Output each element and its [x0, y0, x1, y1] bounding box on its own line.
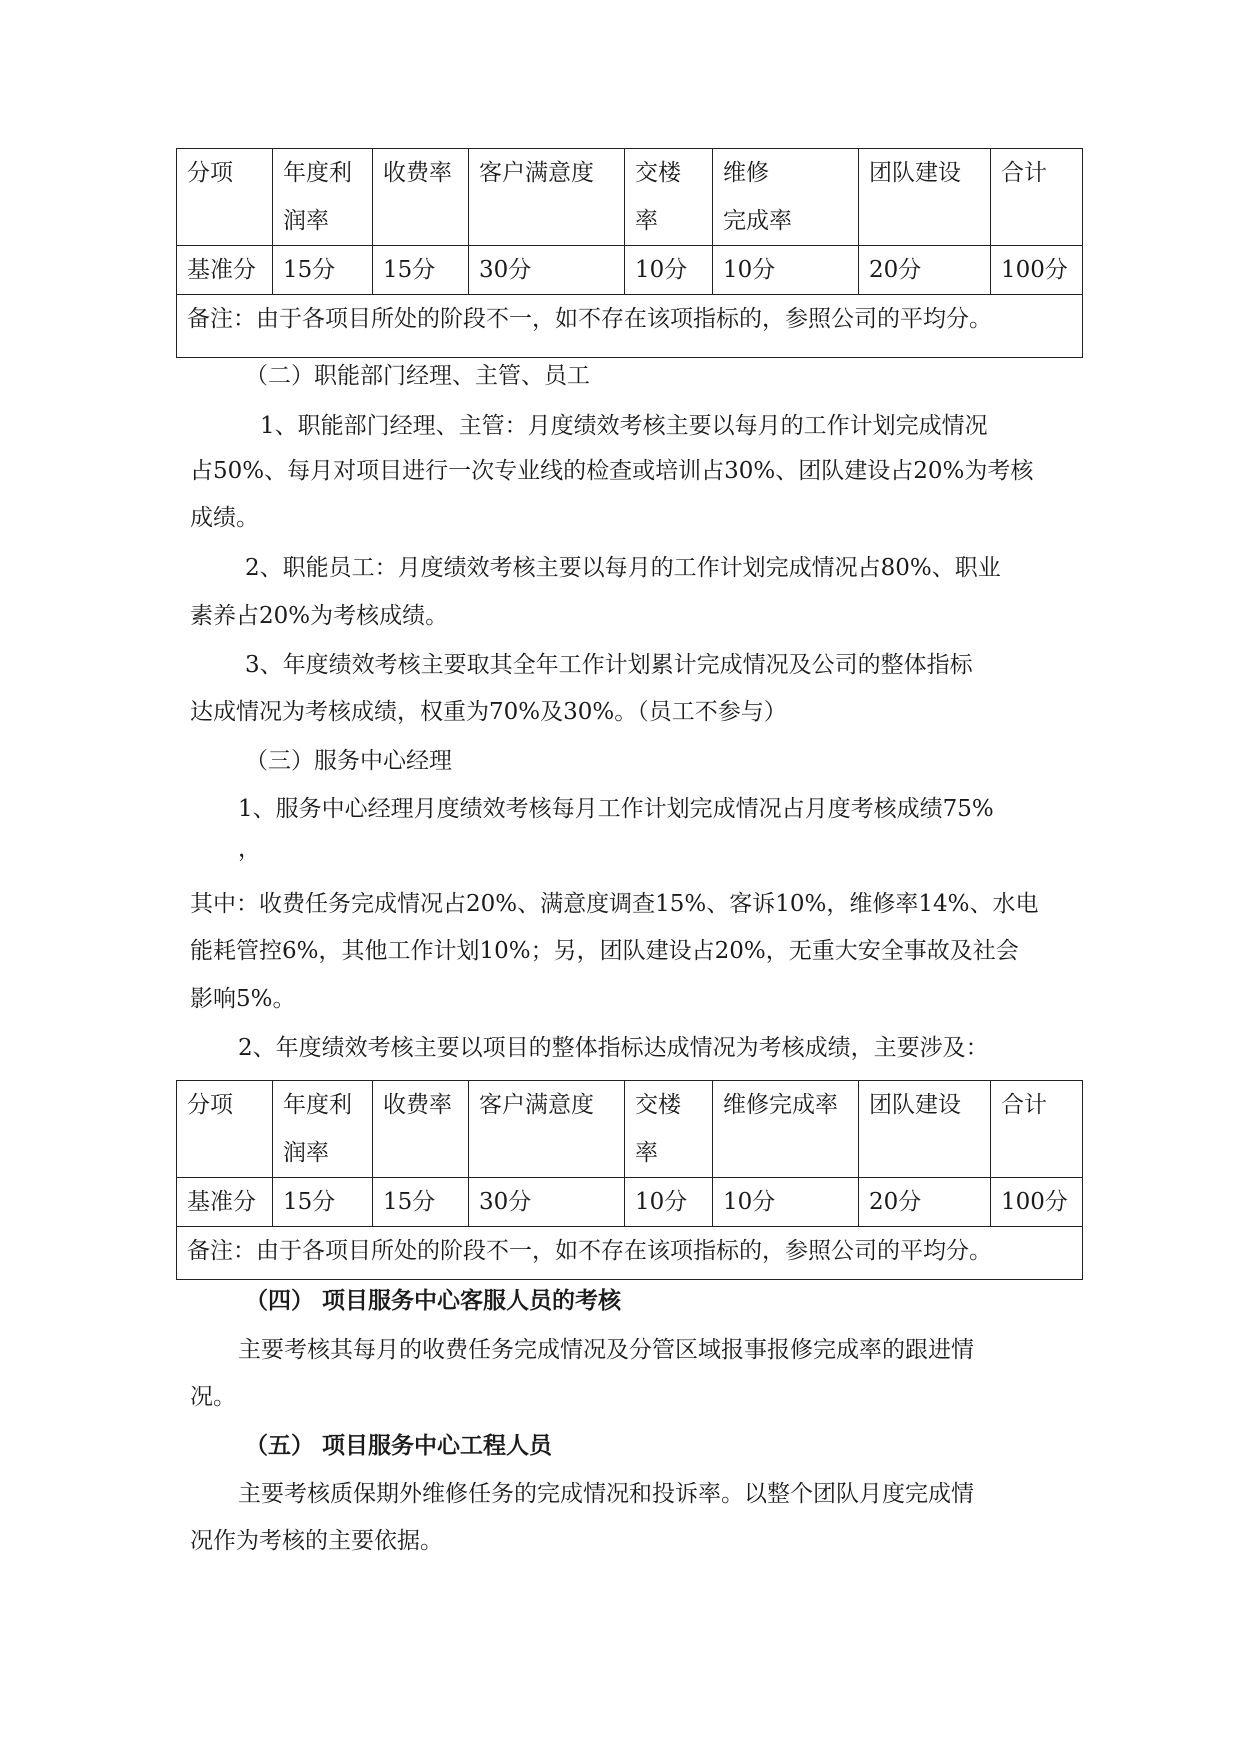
paragraph-line: 成绩。: [190, 505, 259, 531]
section-heading: （四） 项目服务中心客服人员的考核: [245, 1287, 622, 1314]
paragraph-line: 1、服务中心经理月度绩效考核每月工作计划完成情况占月度考核成绩75%: [238, 796, 994, 822]
header-cell: 收费率: [373, 149, 469, 246]
score-cell: 10分: [713, 1178, 859, 1227]
paragraph-line: 达成情况为考核成绩，权重为70%及30%。（员工不参与）: [190, 699, 787, 725]
paragraph-line: 影响5%。: [190, 986, 296, 1012]
header-cell: 团队建设: [859, 1081, 991, 1178]
header-cell: 分项: [177, 149, 273, 246]
score-cell: 20分: [859, 1178, 991, 1227]
header-cell: 交楼 率: [625, 1081, 713, 1178]
score-cell: 20分: [859, 246, 991, 295]
paragraph-line: 素养占20%为考核成绩。: [190, 603, 449, 629]
paragraph-line: 1、职能部门经理、主管：月度绩效考核主要以每月的工作计划完成情况: [260, 413, 988, 439]
score-cell: 15分: [373, 1178, 469, 1227]
score-cell: 15分: [373, 246, 469, 295]
header-cell: 年度利 润率: [273, 1081, 373, 1178]
header-cell: 客户满意度: [469, 1081, 625, 1178]
total-cell: 100分: [991, 1178, 1083, 1227]
paragraph-line: 主要考核质保期外维修任务的完成情况和投诉率。以整个团队月度完成情: [238, 1481, 974, 1507]
header-cell: 维修 完成率: [713, 149, 859, 246]
section-heading: （三）服务中心经理: [245, 748, 452, 774]
paragraph-line: 况。: [190, 1384, 236, 1410]
row-label-cell: 基准分: [177, 246, 273, 295]
table-row: [177, 1178, 1083, 1227]
table-header-row: [177, 1081, 1083, 1178]
paragraph-line: 占50%、每月对项目进行一次专业线的检查或培训占30%、团队建设占20%为考核: [190, 458, 1034, 484]
header-cell: 分项: [177, 1081, 273, 1178]
header-cell: 团队建设: [859, 149, 991, 246]
section-heading: （二）职能部门经理、主管、员工: [245, 363, 590, 389]
total-cell: 100分: [991, 246, 1083, 295]
table-row: [177, 246, 1083, 295]
table-header-row: [177, 149, 1083, 246]
score-cell: 15分: [273, 1178, 373, 1227]
score-cell: 15分: [273, 246, 373, 295]
score-cell: 30分: [469, 246, 625, 295]
paragraph-line: ，: [238, 836, 261, 862]
header-cell: 维修完成率: [713, 1081, 859, 1178]
note-cell: 备注：由于各项目所处的阶段不一，如不存在该项指标的，参照公司的平均分。: [177, 295, 1083, 358]
header-cell: 合计: [991, 1081, 1083, 1178]
header-cell: 客户满意度: [469, 149, 625, 246]
paragraph-line: 2、年度绩效考核主要以项目的整体指标达成情况为考核成绩，主要涉及：: [238, 1035, 989, 1061]
note-row: [177, 1227, 1083, 1280]
paragraph-line: 况作为考核的主要依据。: [190, 1528, 443, 1554]
score-table-1: [176, 148, 1083, 358]
note-cell: 备注：由于各项目所处的阶段不一，如不存在该项指标的，参照公司的平均分。: [177, 1227, 1083, 1280]
paragraph-line: 能耗管控6%，其他工作计划10%；另，团队建设占20%，无重大安全事故及社会: [190, 938, 1019, 964]
score-cell: 10分: [625, 1178, 713, 1227]
row-label-cell: 基准分: [177, 1178, 273, 1227]
section-heading: （五） 项目服务中心工程人员: [245, 1432, 553, 1459]
paragraph-line: 主要考核其每月的收费任务完成情况及分管区域报事报修完成率的跟进情: [238, 1337, 974, 1363]
paragraph-line: 3、年度绩效考核主要取其全年工作计划累计完成情况及公司的整体指标: [245, 652, 973, 678]
header-cell: 年度利 润率: [273, 149, 373, 246]
paragraph-line: 2、职能员工：月度绩效考核主要以每月的工作计划完成情况占80%、职业: [245, 555, 1001, 581]
score-cell: 10分: [713, 246, 859, 295]
header-cell: 收费率: [373, 1081, 469, 1178]
score-cell: 10分: [625, 246, 713, 295]
score-cell: 30分: [469, 1178, 625, 1227]
header-cell: 合计: [991, 149, 1083, 246]
paragraph-line: 其中：收费任务完成情况占20%、满意度调查15%、客诉10%，维修率14%、水电: [190, 891, 1039, 917]
header-cell: 交楼 率: [625, 149, 713, 246]
score-table-2: [176, 1080, 1083, 1280]
note-row: [177, 295, 1083, 358]
